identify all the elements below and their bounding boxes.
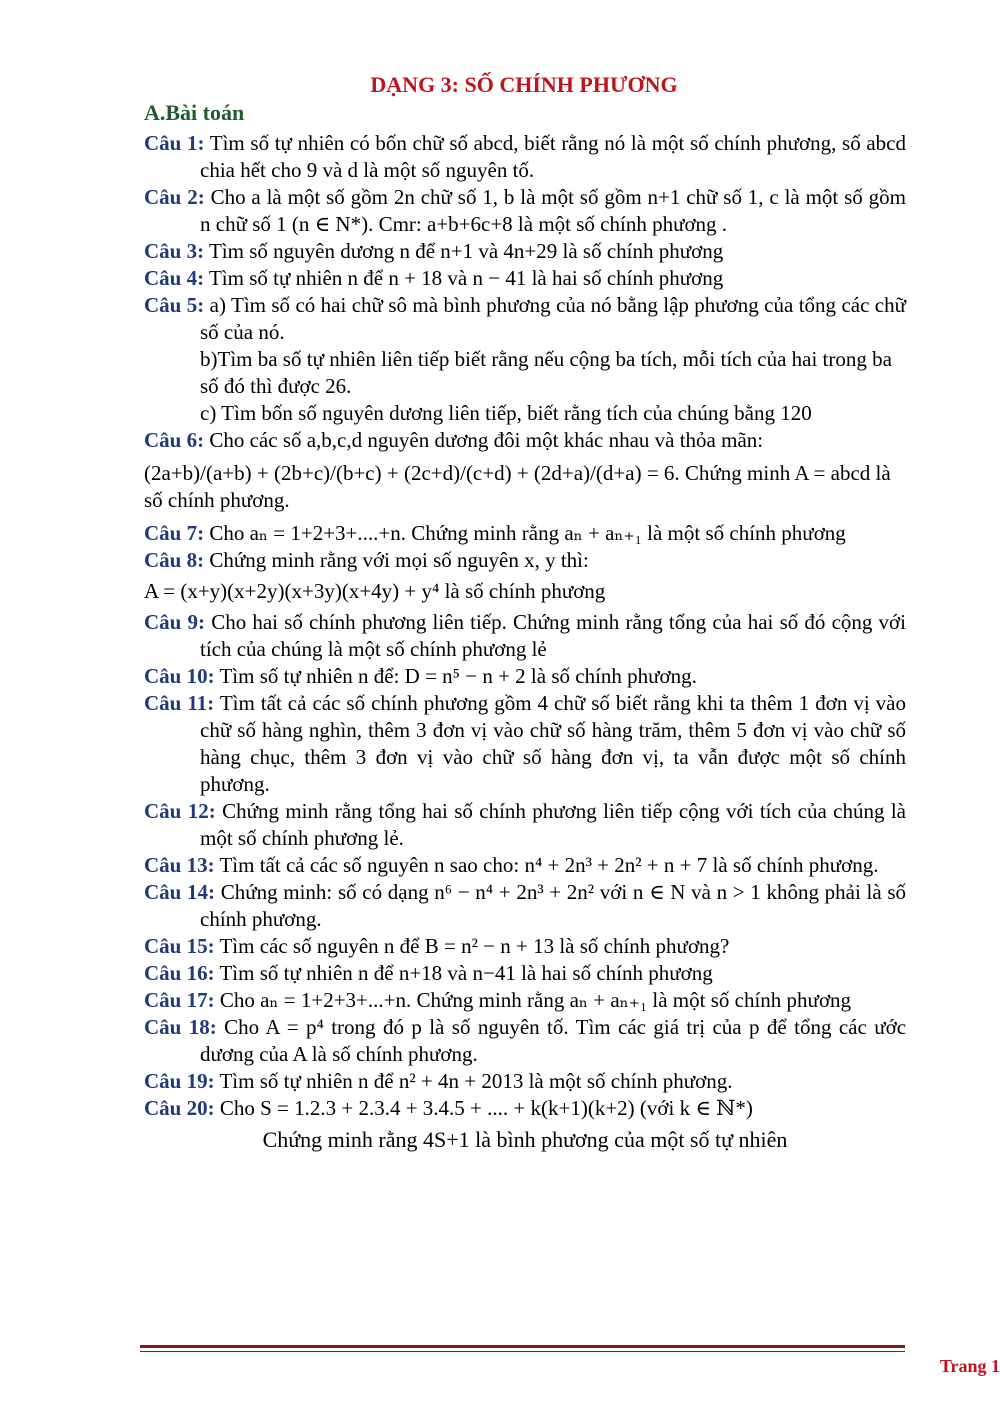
problem-20-conclusion: Chứng minh rằng 4S+1 là bình phương của một số tự nhiên <box>262 1127 788 1152</box>
page-number: Trang 1 <box>939 1356 1000 1376</box>
problem-list <box>144 130 906 1153</box>
problem-3: Câu 3: Tìm số nguyên dương n để n+1 và 4n+29 là số chính phương <box>144 239 724 263</box>
problem-10: Câu 10: Tìm số tự nhiên n để: D = n⁵ − n + 2 là số chính phương. <box>144 664 697 688</box>
problem-2: Câu 2: Cho a là một số gồm 2n chữ số 1, b là một số gồm n+1 chữ số 1, c là một số gồm n chữ số 1 (n ∈ N*). Cmr: a+b+6c+8 là một số chính phương . <box>144 185 906 236</box>
problem-13: Câu 13: Tìm tất cả các số nguyên n sao cho: n⁴ + 2n³ + 2n² + n + 7 là số chính phương. <box>144 853 879 877</box>
problem-12: Câu 12: Chứng minh rằng tổng hai số chính phương liên tiếp cộng với tích của chúng là một số chính phương lẻ. <box>144 799 907 850</box>
problem-19: Câu 19: Tìm số tự nhiên n để n² + 4n + 2013 là một số chính phương. <box>144 1069 733 1093</box>
problem-14: Câu 14: Chứng minh: số có dạng n⁶ − n⁴ + 2n³ + 2n² với n ∈ N và n > 1 không phải là số chính phương. <box>144 880 906 931</box>
problem-8-expression: A = (x+y)(x+2y)(x+3y)(x+4y) + y⁴ là số chính phương <box>144 579 606 603</box>
section-heading: A.Bài toán <box>144 100 245 125</box>
problem-17: Câu 17: Cho aₙ = 1+2+3+...+n. Chứng minh rằng aₙ + aₙ₊₁ là một số chính phương <box>144 988 852 1012</box>
problem-5c: c) Tìm bốn số nguyên dương liên tiếp, biết rằng tích của chúng bằng 120 <box>200 401 812 425</box>
footer-divider <box>140 1345 905 1352</box>
problem-1: Câu 1: Tìm số tự nhiên có bốn chữ số abcd, biết rằng nó là một số chính phương, số abcd chia hết cho 9 và d là một số nguyên tố. <box>144 131 906 182</box>
problem-18: Câu 18: Cho A = p⁴ trong đó p là số nguyên tố. Tìm các giá trị của p để tổng các ước dương của A là số chính phương. <box>144 1015 907 1066</box>
problem-8: Câu 8: Chứng minh rằng với mọi số nguyên x, y thì: <box>144 548 589 572</box>
problem-16: Câu 16: Tìm số tự nhiên n để n+18 và n−41 là hai số chính phương <box>144 961 713 985</box>
problem-4: Câu 4: Tìm số tự nhiên n để n + 18 và n − 41 là hai số chính phương <box>144 266 724 290</box>
problem-5b: b)Tìm ba số tự nhiên liên tiếp biết rằng nếu cộng ba tích, mỗi tích của hai trong ba số đó thì được 26. <box>200 347 892 398</box>
problem-6-equation: (2a+b)/(a+b) + (2b+c)/(b+c) + (2c+d)/(c+d) + (2d+a)/(d+a) = 6. Chứng minh A = abcd là số chính phương. <box>144 461 891 512</box>
problem-7: Câu 7: Cho aₙ = 1+2+3+....+n. Chứng minh rằng aₙ + aₙ₊₁ là một số chính phương <box>144 521 846 545</box>
problem-20: Câu 20: Cho S = 1.2.3 + 2.3.4 + 3.4.5 + .... + k(k+1)(k+2) (với k ∈ ℕ*) <box>144 1096 753 1120</box>
page-title: DẠNG 3: SỐ CHÍNH PHƯƠNG <box>370 72 678 97</box>
problem-5a: Câu 5: a) Tìm số có hai chữ sô mà bình phương của nó bằng lập phương của tổng các chữ số của nó. <box>144 293 907 344</box>
problem-6: Câu 6: Cho các số a,b,c,d nguyên dương đôi một khác nhau và thỏa mãn: <box>144 428 764 452</box>
problem-15: Câu 15: Tìm các số nguyên n để B = n² − n + 13 là số chính phương? <box>144 934 730 958</box>
problem-9: Câu 9: Cho hai số chính phương liên tiếp. Chứng minh rằng tổng của hai số đó cộng với tích của chúng là một số chính phương lẻ <box>144 610 906 661</box>
problem-11: Câu 11: Tìm tất cả các số chính phương gồm 4 chữ số biết rằng khi ta thêm 1 đơn vị vào chữ số hàng nghìn, thêm 3 đơn vị vào chữ số hàng trăm, thêm 5 đơn vị vào chữ số hàng chục, thêm 3 đơn vị vào chữ số hàng đơn vị, ta vẫn được một số chính phương. <box>144 691 906 796</box>
